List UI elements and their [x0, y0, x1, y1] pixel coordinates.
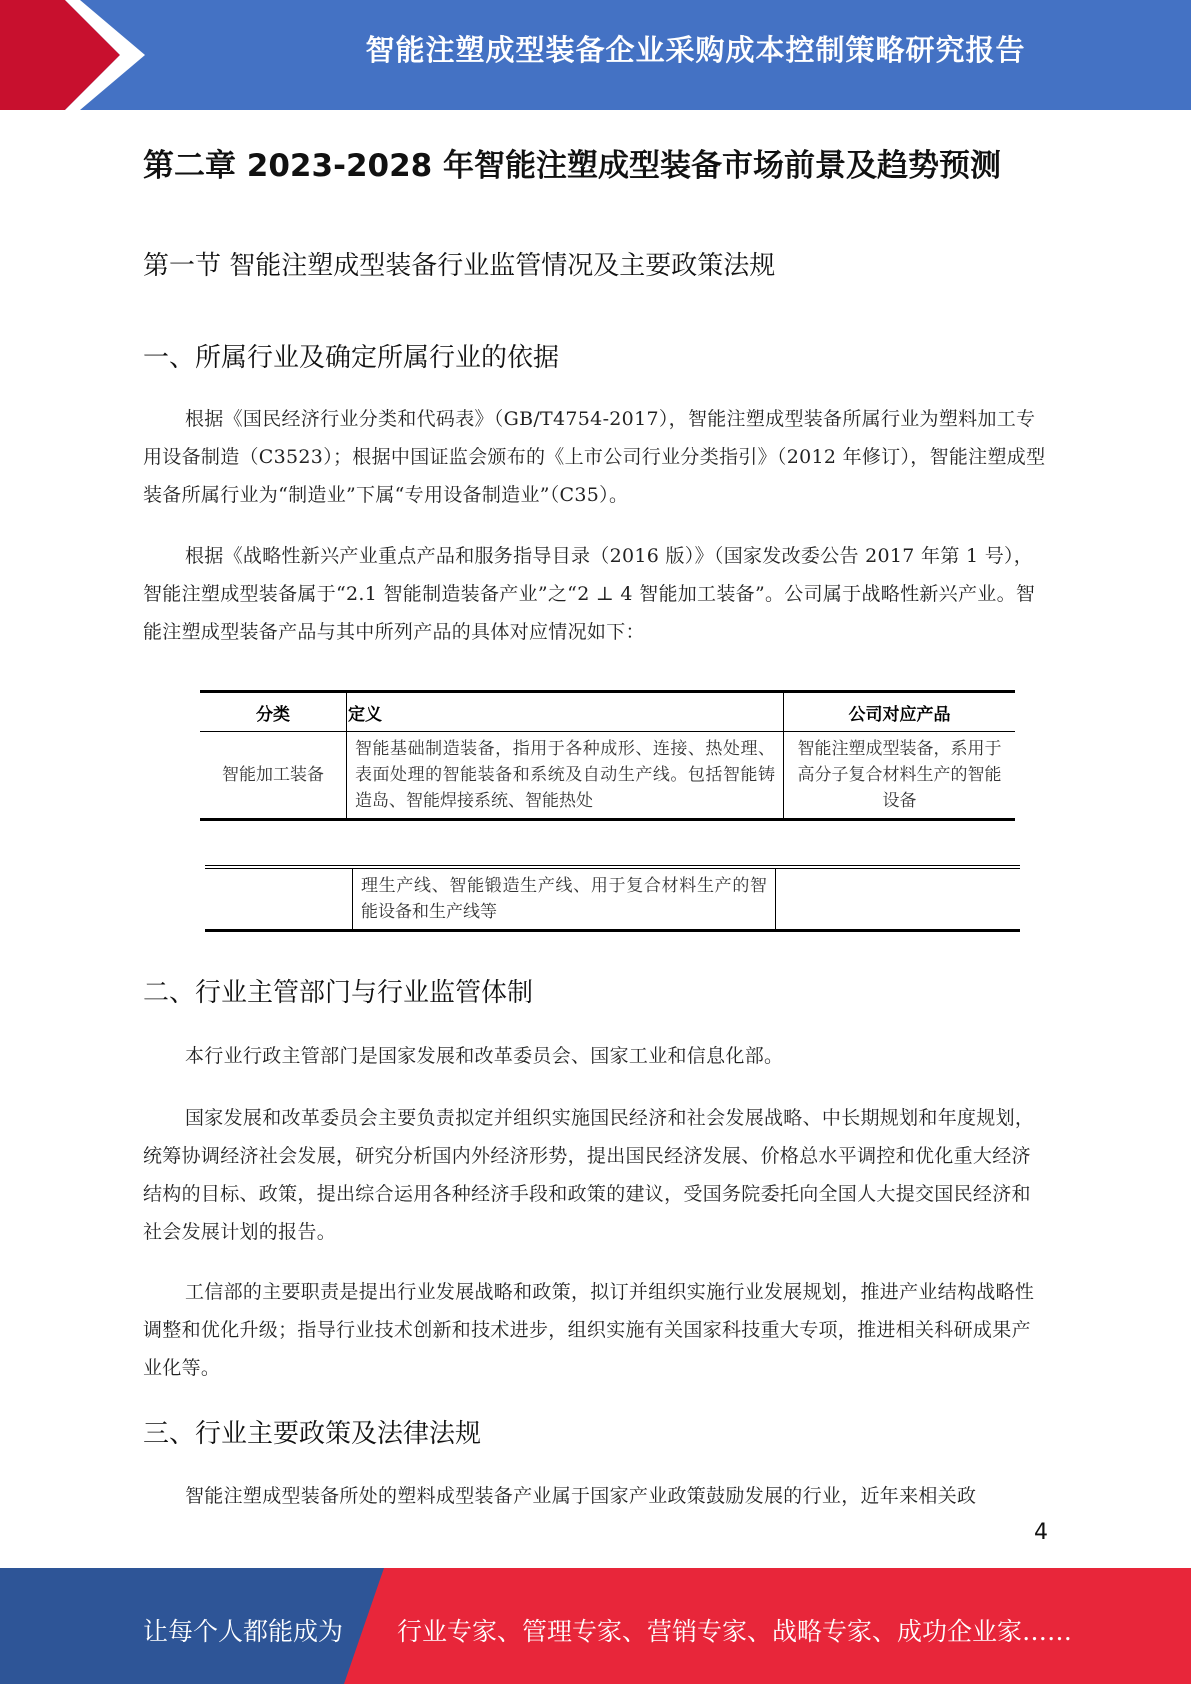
paragraph-ndrc: 国家发展和改革委员会主要负责拟定并组织实施国民经济和社会发展战略、中长期规划和年度规划，统筹协调经济社会发展，研究分析国内外经济形势，提出国民经济发展、价格总水平调控和优化重大经济结构的目标、政策，提出综合运用各种经济手段和政策的建议，受国务院委托向全国人大提交国民经济和社会发展计划的报告。 — [143, 1107, 1035, 1243]
heading-industry-basis: 一、所属行业及确定所属行业的依据 — [143, 343, 560, 373]
paragraph-authorities: 本行业行政主管部门是国家发展和改革委员会、国家工业和信息化部。 — [185, 1045, 784, 1067]
table-header-row — [200, 692, 1015, 732]
heading-regulatory-authority: 二、行业主管部门与行业监管体制 — [143, 978, 534, 1008]
classification-table — [200, 690, 1015, 821]
table-cell-category: 智能加工装备 — [222, 765, 324, 785]
page-number: 4 — [1034, 1520, 1048, 1545]
report-title: 智能注塑成型装备企业采购成本控制策略研究报告 — [365, 33, 1026, 67]
page-header — [0, 0, 1191, 110]
footer-slogan-right: 行业专家、管理专家、营销专家、战略专家、成功企业家…… — [397, 1617, 1073, 1646]
paragraph-miit: 工信部的主要职责是提出行业发展战略和政策，拟订并组织实施行业发展规划，推进产业结构战略性调整和优化升级；指导行业技术创新和技术进步，组织实施有关国家科技重大专项，推进相关科研成果产业化等。 — [143, 1281, 1035, 1379]
table-cell-definition: 智能基础制造装备，指用于各种成形、连接、热处理、表面处理的智能装备和系统及自动生产线。包括智能铸造岛、智能焊接系统、智能热处 — [347, 732, 784, 820]
header-chevron-decoration — [0, 0, 160, 110]
table-header-category: 分类 — [200, 692, 347, 732]
table-cell-definition: 理生产线、智能锻造生产线、用于复合材料生产的智能设备和生产线等 — [353, 867, 776, 931]
section-title: 第一节 智能注塑成型装备行业监管情况及主要政策法规 — [143, 251, 776, 281]
table-header-product: 公司对应产品 — [784, 692, 1016, 732]
paragraph-strategic-industry: 根据《战略性新兴产业重点产品和服务指导目录（2016 版）》（国家发改委公告 2017 年第 1 号），智能注塑成型装备属于“2.1 智能制造装备产业”之“2 ⊥ 4 智能加工装备”。公司属于战略性新兴产业。智能注塑成型装备产品与其中所列产品的具体对应情况如下： — [143, 545, 1036, 643]
table-cell-product: 智能注塑成型装备，系用于高分子复合材料生产的智能设备 — [784, 732, 1016, 820]
chapter-title: 第二章 2023-2028 年智能注塑成型装备市场前景及趋势预测 — [143, 148, 1002, 184]
table-row — [205, 867, 1020, 931]
footer-slogan-left: 让每个人都能成为 — [143, 1617, 344, 1646]
heading-policies-laws: 三、行业主要政策及法律法规 — [143, 1419, 482, 1449]
paragraph-industry-classification: 根据《国民经济行业分类和代码表》（GB/T4754-2017），智能注塑成型装备所属行业为塑料加工专用设备制造（C3523）；根据中国证监会颁布的《上市公司行业分类指引》（2012 年修订），智能注塑成型装备所属行业为“制造业”下属“专用设备制造业”（C35）。 — [143, 408, 1046, 506]
table-cell-product — [776, 867, 1021, 931]
table-header-definition: 定义 — [347, 692, 784, 732]
table-row — [200, 732, 1015, 820]
paragraph-policies: 智能注塑成型装备所处的塑料成型装备产业属于国家产业政策鼓励发展的行业，近年来相关政 — [185, 1485, 977, 1507]
page-footer — [0, 1568, 1191, 1684]
table-cell-category — [205, 867, 353, 931]
classification-table-continued — [205, 865, 1020, 932]
